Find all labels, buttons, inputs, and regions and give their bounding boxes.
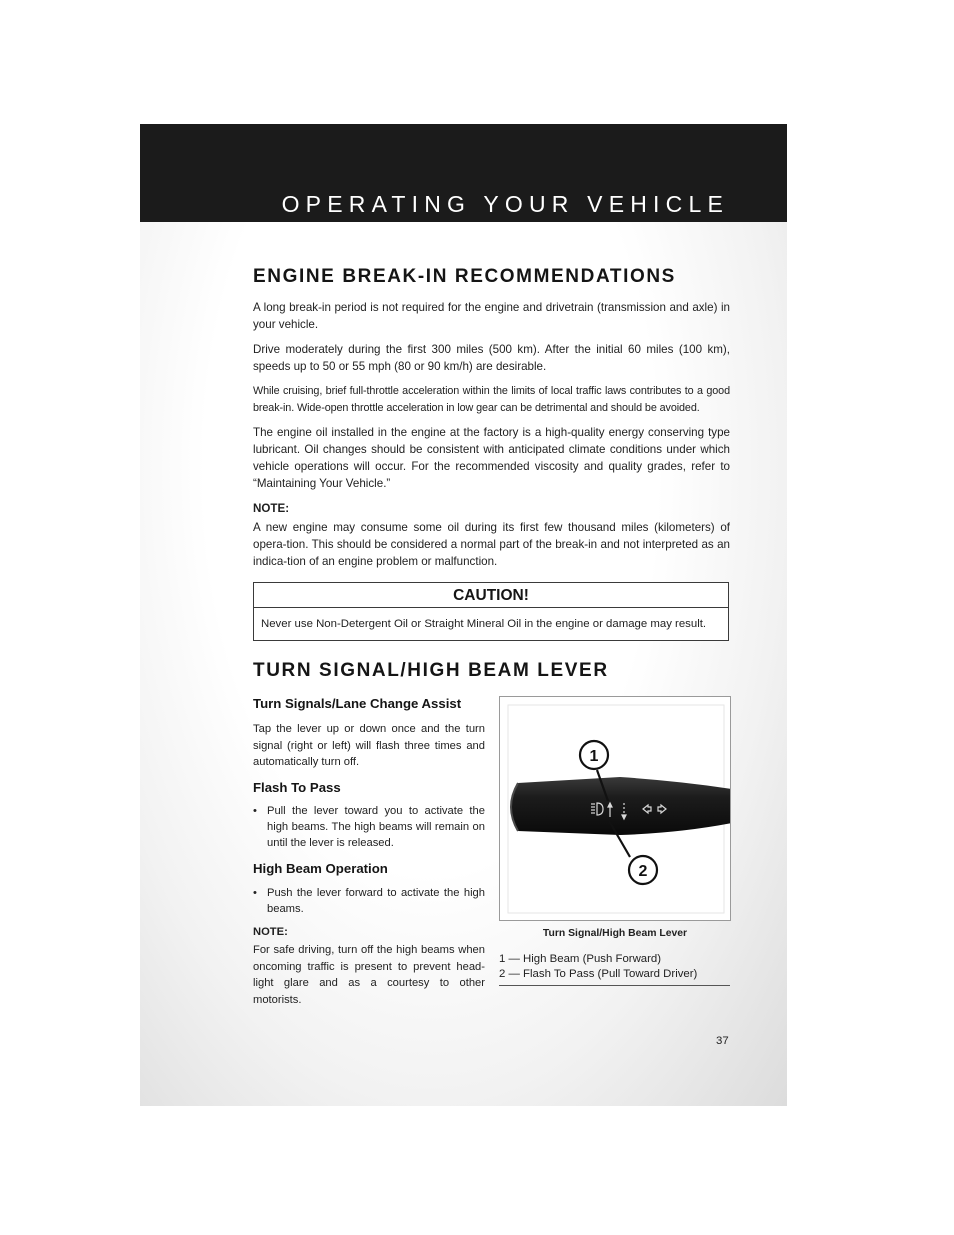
flash-to-pass-bullet xyxy=(253,803,485,851)
high-beam-bullet xyxy=(253,885,485,917)
turn-signals-text: Tap the lever up or down once and the turn signal (right or left) will flash three times and automatically turn off. xyxy=(253,723,485,768)
figure-legend xyxy=(499,952,730,986)
note-text-2: For safe driving, turn off the high beams when oncoming traffic is present to prevent head-light glare and as a courtesy to other motorists. xyxy=(253,944,485,1006)
bullet-text: Pull the lever toward you to activate the high beams. The high beams will remain on until the lever is released. xyxy=(267,805,485,849)
bullet-text: Push the lever forward to activate the high beams. xyxy=(267,887,485,915)
chapter-title: OPERATING YOUR VEHICLE xyxy=(281,191,729,217)
section-heading-engine-break-in: ENGINE BREAK-IN RECOMMENDATIONS xyxy=(253,266,676,287)
lever-illustration xyxy=(500,697,730,920)
subheading-high-beam: High Beam Operation xyxy=(253,861,388,876)
note-text: A new engine may consume some oil during its first few thousand miles (kilometers) of opera-tion. This should be considered a normal part of the break-in and not interpreted as an indica-tion of an engine problem or malfunction. xyxy=(253,521,730,568)
paragraph-2: Drive moderately during the first 300 miles (500 km). After the initial 60 miles (100 km), speeds up to 50 or 55 mph (80 or 90 km/h) are desirable. xyxy=(253,343,730,373)
lever-body xyxy=(511,777,730,835)
figure-caption: Turn Signal/High Beam Lever xyxy=(542,928,688,939)
header-band xyxy=(140,124,787,222)
subheading-turn-signals: Turn Signals/Lane Change Assist xyxy=(253,696,462,711)
callout-2-label: 2 xyxy=(638,863,648,880)
paragraph-4: The engine oil installed in the engine at the factory is a high-quality energy conserving type lubricant. Oil changes should be consistent with anticipated climate conditions under which vehicle operations will occur. For the recommended viscosity and quality grades, refer to “Maintaining Your Vehicle.” xyxy=(253,426,730,490)
paragraph-1: A long break-in period is not required for the engine and drivetrain (transmission and axle) in your vehicle. xyxy=(253,301,730,331)
lever-figure xyxy=(499,696,731,921)
manual-page xyxy=(140,124,787,1106)
paragraph-3: While cruising, brief full-throttle acceleration within the limits of local traffic laws contributes to a good break-in. Wide-open throttle acceleration in low gear can be detrimental and should be avoided. xyxy=(253,385,730,414)
note-label: NOTE: xyxy=(253,502,290,515)
bullet-dot: • xyxy=(253,887,257,899)
legend-item-2: 2 — Flash To Pass (Pull Toward Driver) xyxy=(499,968,698,980)
bullet-dot: • xyxy=(253,805,257,817)
section-heading-turn-signal: TURN SIGNAL/HIGH BEAM LEVER xyxy=(253,660,609,681)
caution-text: Never use Non-Detergent Oil or Straight Mineral Oil in the engine or damage may result. xyxy=(261,618,707,630)
callout-1-label: 1 xyxy=(589,748,599,765)
page-number: 37 xyxy=(716,1035,729,1047)
legend-item-1: 1 — High Beam (Push Forward) xyxy=(499,953,662,965)
caution-box xyxy=(253,582,729,641)
subheading-flash-to-pass: Flash To Pass xyxy=(253,780,341,795)
caution-title: CAUTION! xyxy=(254,583,728,608)
note-label-2: NOTE: xyxy=(253,926,288,938)
